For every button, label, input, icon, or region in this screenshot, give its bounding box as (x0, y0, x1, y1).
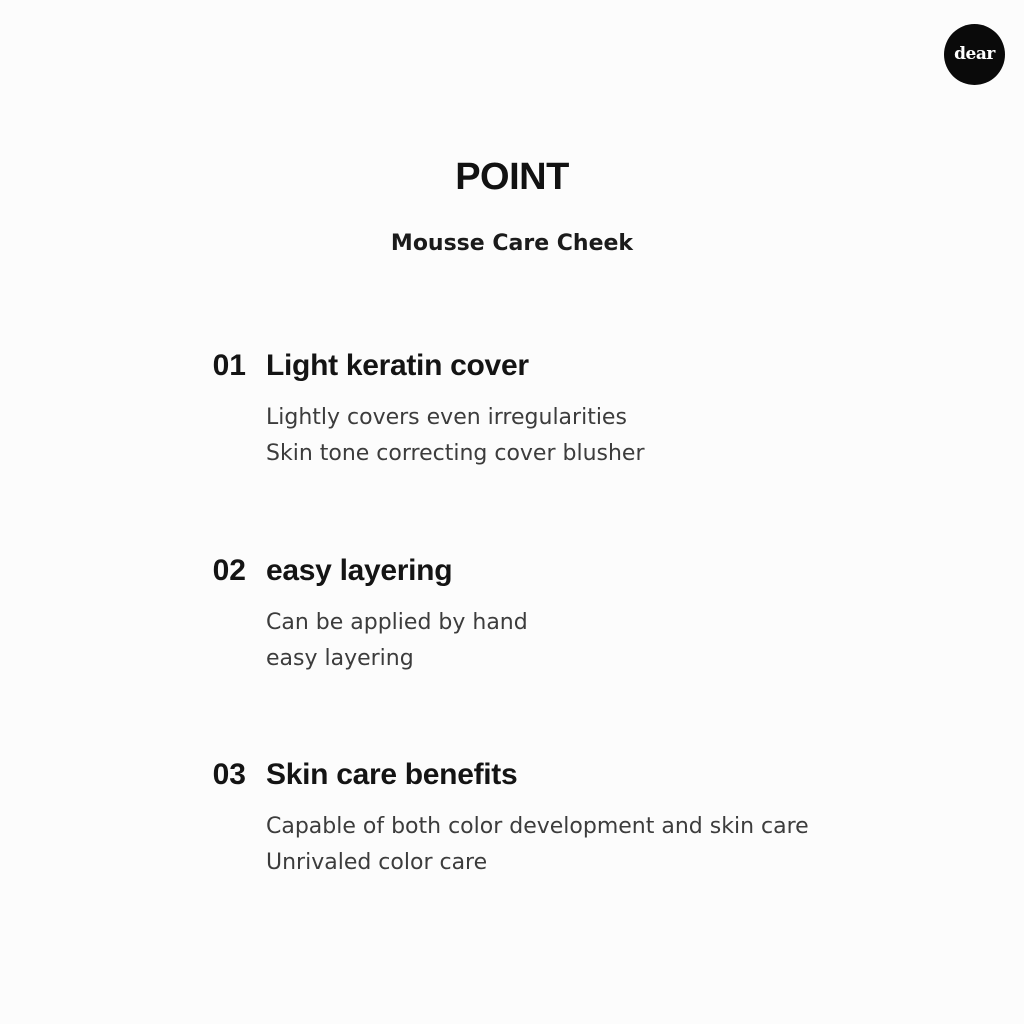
point-number: 01 (212, 349, 246, 382)
point-description (266, 809, 809, 881)
point-description-line: Lightly covers even irregularities (266, 405, 627, 430)
point-title: easy layering (266, 554, 453, 587)
point-description (266, 605, 528, 677)
point-description-line: easy layering (266, 646, 414, 671)
point-title: Light keratin cover (266, 349, 529, 382)
brand-logo-text: dear (954, 44, 995, 64)
page-title: POINT (455, 156, 569, 198)
point-title: Skin care benefits (266, 758, 518, 791)
page-subtitle: Mousse Care Cheek (390, 231, 634, 256)
point-number: 03 (212, 758, 246, 791)
point-description-line: Skin tone correcting cover blusher (266, 441, 645, 466)
point-description-line: Can be applied by hand (266, 610, 528, 635)
point-description (266, 400, 645, 472)
point-number: 02 (212, 554, 246, 587)
brand-logo (944, 24, 1005, 85)
point-description-line: Capable of both color development and skin care (266, 814, 809, 839)
point-description-line: Unrivaled color care (266, 850, 488, 875)
